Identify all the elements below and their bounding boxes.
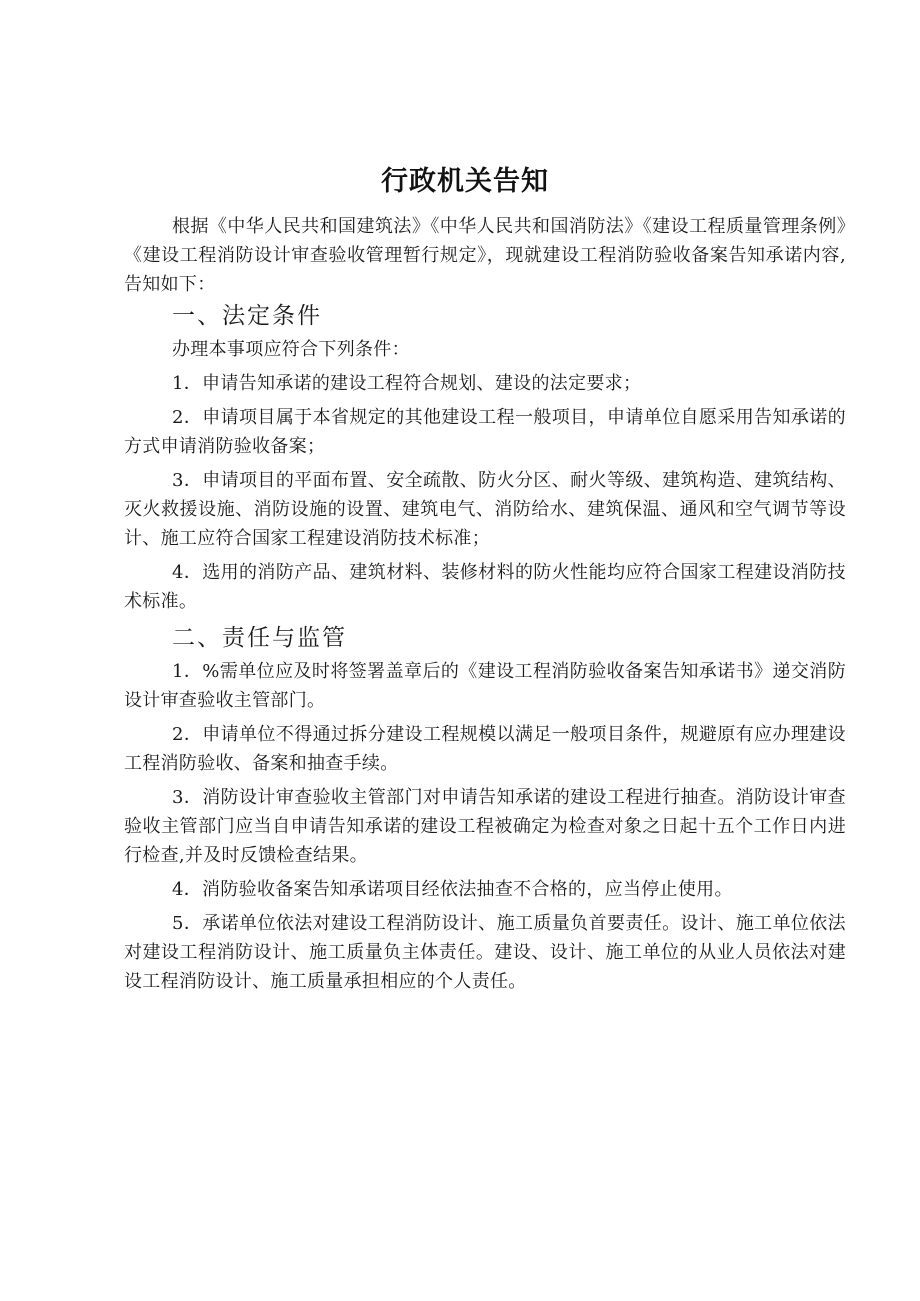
document-title: 行政机关告知 xyxy=(381,166,549,198)
condition-item-1: 1．申请告知承诺的建设工程符合规划、建设的法定要求； xyxy=(172,373,642,394)
condition-item-2: 2．申请项目属于本省规定的其他建设工程一般项目，申请单位自愿采用告知承诺的方式申请消防验收备案； xyxy=(124,407,846,457)
document-body xyxy=(124,212,846,1001)
responsibility-item-1: 1．%需单位应及时将签署盖章后的《建设工程消防验收备案告知承诺书》递交消防设计审查验收主管部门。 xyxy=(124,661,846,711)
intro-paragraph: 根据《中华人民共和国建筑法》《中华人民共和国消防法》《建设工程质量管理条例》《建设工程消防设计审查验收管理暂行规定》，现就建设工程消防验收备案告知承诺内容,告知如下： xyxy=(124,216,846,295)
condition-item-3: 3．申请项目的平面布置、安全疏散、防火分区、耐火等级、建筑构造、建筑结构、灭火救援设施、消防设施的设置、建筑电气、消防给水、建筑保温、通风和空气调节等设计、施工应符合国家工程建设消防技术标准； xyxy=(124,470,846,549)
responsibility-item-5: 5．承诺单位依法对建设工程消防设计、施工质量负首要责任。设计、施工单位依法对建设工程消防设计、施工质量负主体责任。建设、设计、施工单位的从业人员依法对建设工程消防设计、施工质量承担相应的个人责任。 xyxy=(124,913,846,992)
responsibility-item-2: 2．申请单位不得通过拆分建设工程规模以满足一般项目条件，规避原有应办理建设工程消防验收、备案和抽查手续。 xyxy=(124,724,846,774)
condition-item-4: 4．选用的消防产品、建筑材料、装修材料的防火性能均应符合国家工程建设消防技术标准。 xyxy=(124,562,846,612)
responsibility-item-3: 3．消防设计审查验收主管部门对申请告知承诺的建设工程进行抽查。消防设计审查验收主管部门应当自申请告知承诺的建设工程被确定为检查对象之日起十五个工作日内进行检查,并及时反馈检查结果。 xyxy=(124,787,846,866)
section-heading-legal-conditions: 一、法定条件 xyxy=(172,303,322,329)
section-lead: 办理本事项应符合下列条件： xyxy=(172,339,410,360)
section-heading-responsibility: 二、责任与监管 xyxy=(172,625,347,651)
responsibility-item-4: 4．消防验收备案告知承诺项目经依法抽查不合格的，应当停止使用。 xyxy=(172,879,733,900)
